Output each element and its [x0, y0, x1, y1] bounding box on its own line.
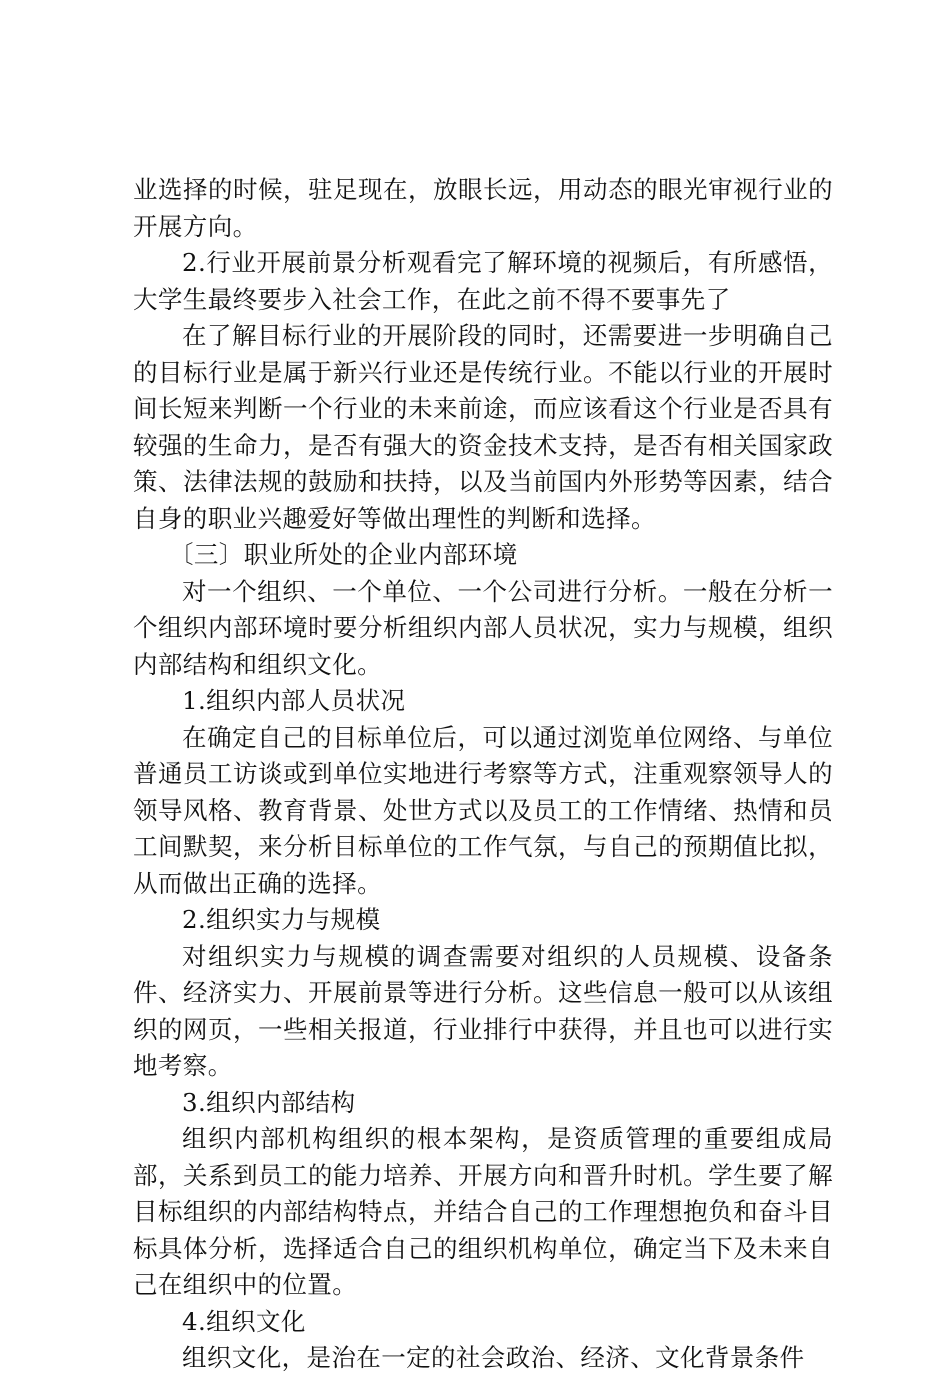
- paragraph-structure: 组织内部机构组织的根本架构，是资质管理的重要组成局部，关系到员工的能力培养、开展方向和晋升时机。学生要了解目标组织的内部结构特点，并结合自己的工作理想抱负和奋斗目标具体分析，选择适合自己的组织机构单位，确定当下及未来自己在组织中的位置。: [133, 1124, 833, 1299]
- paragraph-continuation: 业选择的时候，驻足现在，放眼长远，用动态的眼光审视行业的开展方向。: [133, 175, 833, 241]
- paragraph-culture: 组织文化，是治在一定的社会政治、经济、文化背景条件: [182, 1343, 805, 1372]
- subheading-culture: 4.组织文化: [182, 1306, 306, 1336]
- document-body: [133, 172, 833, 1377]
- subheading-structure: 3.组织内部结构: [182, 1087, 356, 1117]
- paragraph-personnel: 在确定自己的目标单位后，可以通过浏览单位网络、与单位普通员工访谈或到单位实地进行考察等方式，注重观察领导人的领导风格、教育背景、处世方式以及员工的工作情绪、热情和员工间默契，来分析目标单位的工作气氛，与自己的预期值比拟，从而做出正确的选择。: [133, 722, 833, 898]
- paragraph-organization-analysis: 对一个组织、一个单位、一个公司进行分析。一般在分析一个组织内部环境时要分析组织内部人员状况，实力与规模，组织内部结构和组织文化。: [133, 576, 833, 679]
- paragraph-strength-scale: 对组织实力与规模的调查需要对组织的人员规模、设备条件、经济实力、开展前景等进行分析。这些信息一般可以从该组织的网页，一些相关报道，行业排行中获得，并且也可以进行实地考察。: [133, 941, 833, 1080]
- paragraph-industry-prospect: 2.行业开展前景分析观看完了解环境的视频后，有所感悟，大学生最终要步入社会工作，在此之前不得不要事先了: [133, 248, 833, 314]
- section-heading-internal-environment: 〔三〕职业所处的企业内部环境: [169, 540, 518, 569]
- subheading-strength-scale: 2.组织实力与规模: [182, 905, 381, 934]
- paragraph-industry-stage: 在了解目标行业的开展阶段的同时，还需要进一步明确自己的目标行业是属于新兴行业还是传统行业。不能以行业的开展时间长短来判断一个行业的未来前途，而应该看这个行业是否具有较强的生命力，是否有强大的资金技术支持，是否有相关国家政策、法律法规的鼓励和扶持，以及当前国内外形势等因素，结合自身的职业兴趣爱好等做出理性的判断和选择。: [133, 321, 833, 533]
- subheading-personnel: 1.组织内部人员状况: [182, 686, 406, 715]
